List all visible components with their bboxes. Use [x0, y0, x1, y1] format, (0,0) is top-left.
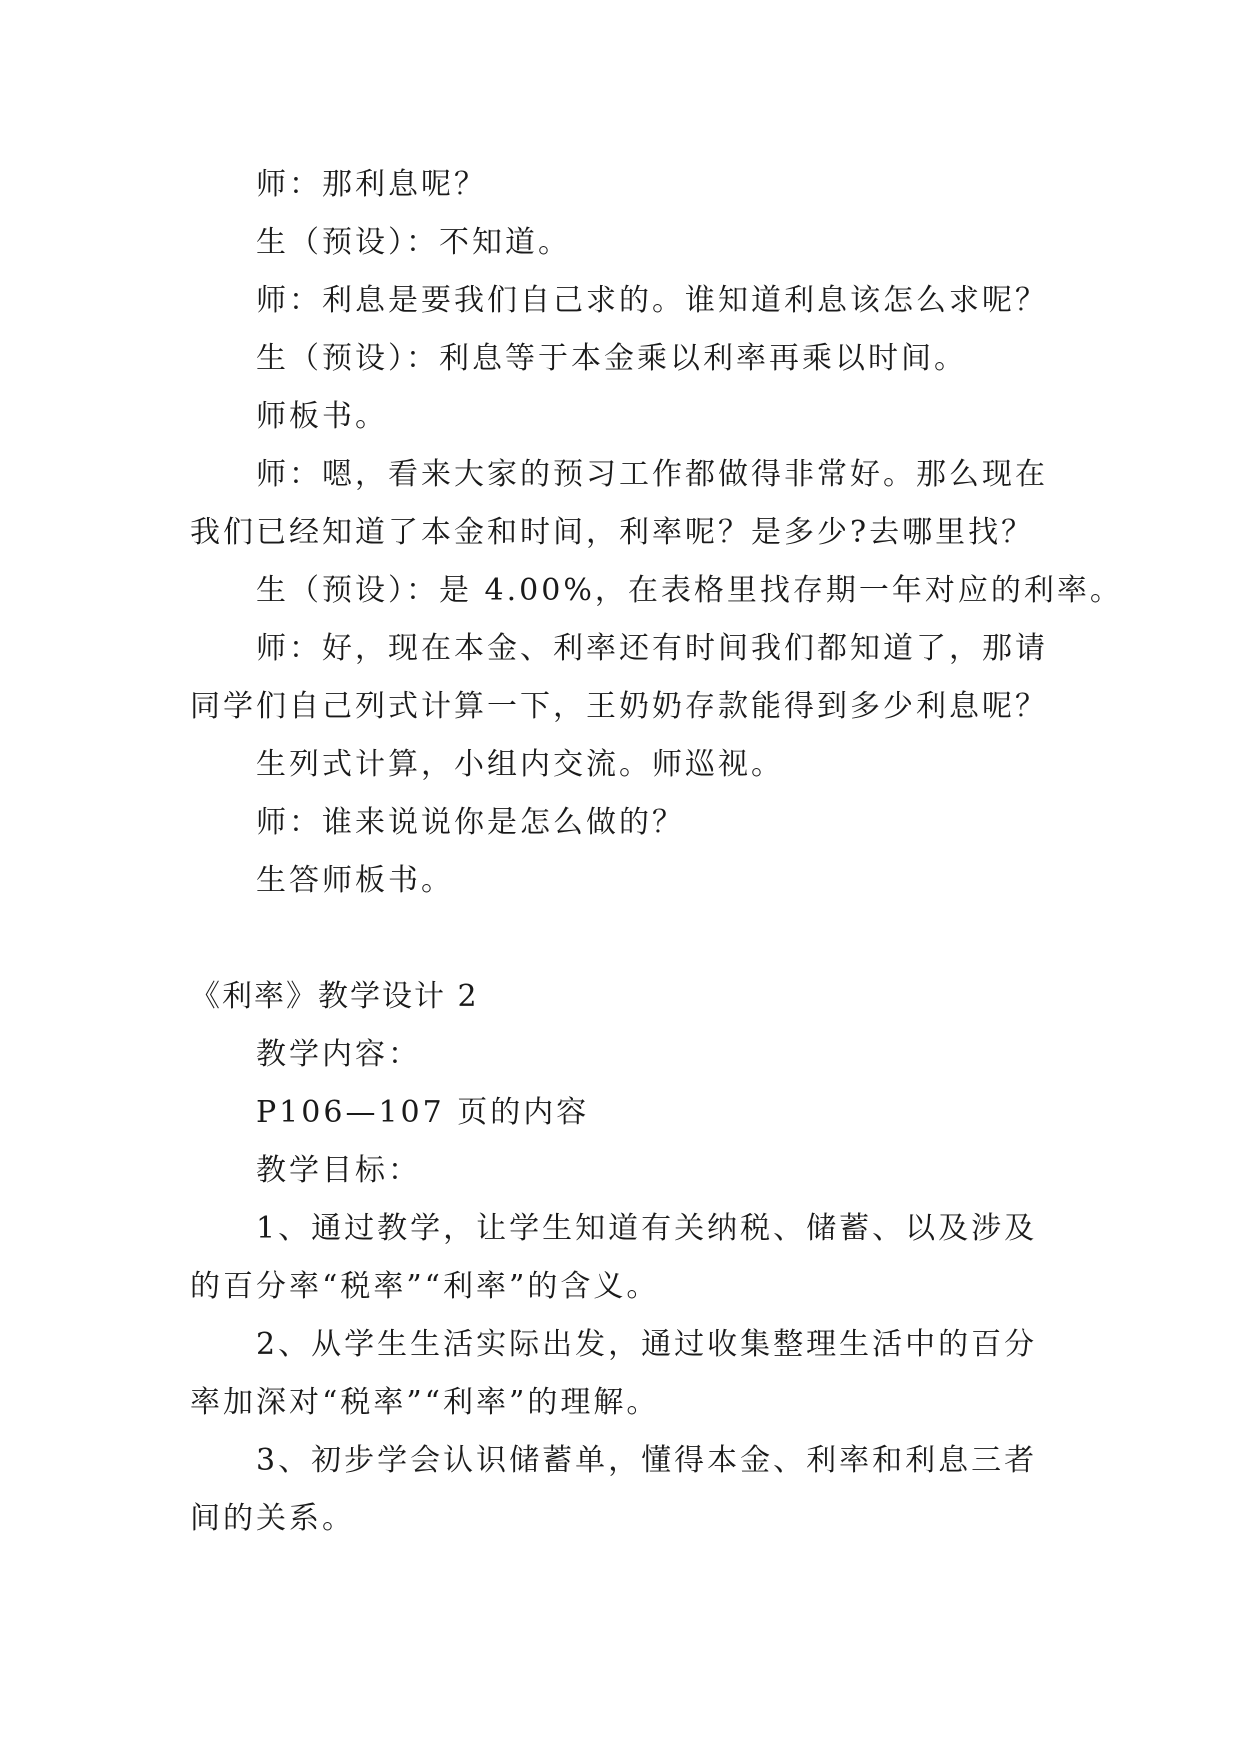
section-title: 《利率》教学设计 2	[190, 979, 479, 1014]
text-line: 师：嗯，看来大家的预习工作都做得非常好。那么现在	[256, 457, 1048, 492]
text-line: 生（预设）：不知道。	[256, 225, 571, 260]
text-line: 教学目标：	[256, 1153, 421, 1188]
text-line: 师：好，现在本金、利率还有时间我们都知道了，那请	[256, 631, 1048, 666]
text-line: 的百分率“税率”“利率”的含义。	[190, 1269, 660, 1304]
text-line: 师板书。	[256, 399, 388, 434]
text-line: 同学们自己列式计算一下，王奶奶存款能得到多少利息呢？	[190, 689, 1048, 724]
text-line: P106—107 页的内容	[256, 1095, 590, 1130]
text-line: 1、通过教学，让学生知道有关纳税、储蓄、以及涉及	[256, 1211, 1038, 1246]
text-line: 师：那利息呢？	[256, 167, 487, 202]
text-line: 师：利息是要我们自己求的。谁知道利息该怎么求呢？	[256, 283, 1048, 318]
text-line: 我们已经知道了本金和时间，利率呢？是多少?去哪里找？	[190, 515, 1035, 550]
text-line: 3、初步学会认识储蓄单，懂得本金、利率和利息三者	[256, 1443, 1038, 1478]
text-line: 间的关系。	[190, 1501, 355, 1536]
text-line: 师：谁来说说你是怎么做的？	[256, 805, 685, 840]
text-line: 教学内容：	[256, 1037, 421, 1072]
text-line: 生列式计算，小组内交流。师巡视。	[256, 747, 784, 782]
text-line: 生（预设）：利息等于本金乘以利率再乘以时间。	[256, 341, 967, 376]
text-line: 2、从学生生活实际出发，通过收集整理生活中的百分	[256, 1327, 1038, 1362]
text-line: 生答师板书。	[256, 863, 454, 898]
text-line: 生（预设）：是 4.00%，在表格里找存期一年对应的利率。	[256, 573, 1123, 608]
text-line: 率加深对“税率”“利率”的理解。	[190, 1385, 660, 1420]
